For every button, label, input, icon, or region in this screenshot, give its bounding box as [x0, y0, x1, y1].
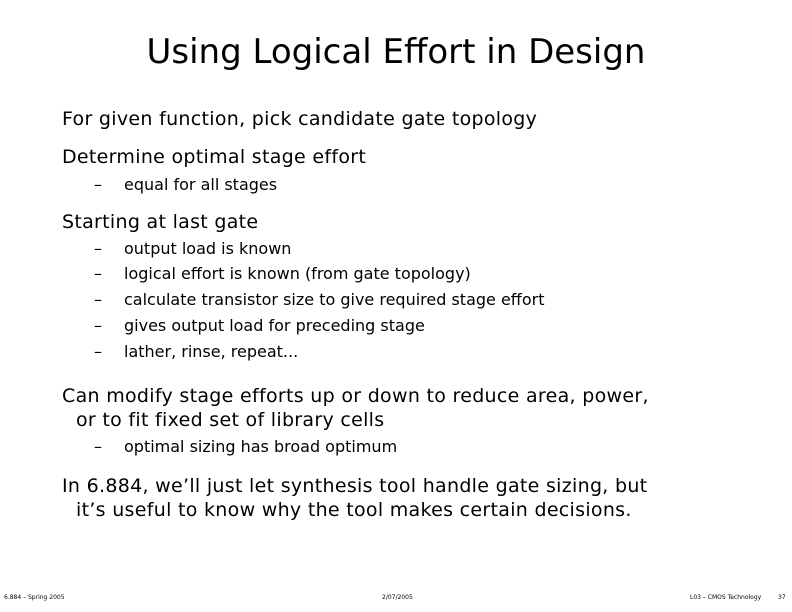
- bullet-line-1: In 6.884, we’ll just let synthesis tool handle gate sizing, but: [62, 475, 648, 497]
- sub-bullet-equal-stages: [94, 173, 277, 196]
- sub-bullet-text: output load is known: [124, 239, 292, 258]
- dash-marker: –: [94, 264, 102, 283]
- dash-marker: –: [94, 239, 102, 258]
- footer-course: 6.884 – Spring 2005: [4, 594, 65, 601]
- bullet-modify-stage-efforts: [62, 384, 649, 432]
- bullet-line-2: it’s useful to know why the tool makes certain decisions.: [76, 499, 632, 521]
- footer-page-number: 37: [778, 594, 786, 601]
- sub-bullet-text: equal for all stages: [124, 175, 278, 194]
- bullet-start-last-gate: Starting at last gate: [62, 211, 259, 233]
- dash-marker: –: [94, 175, 102, 194]
- sub-bullet-text: gives output load for preceding stage: [124, 316, 425, 335]
- sub-bullet-output-load-preceding: [94, 314, 425, 337]
- sub-bullet-text: logical effort is known (from gate topology): [124, 264, 471, 283]
- bullet-line-2: or to fit fixed set of library cells: [76, 409, 385, 431]
- dash-marker: –: [94, 316, 102, 335]
- sub-bullet-text: optimal sizing has broad optimum: [124, 437, 398, 456]
- bullet-synthesis-tool: [62, 474, 647, 522]
- dash-marker: –: [94, 290, 102, 309]
- sub-bullet-broad-optimum: [94, 435, 397, 458]
- footer-date: 2/07/2005: [382, 594, 413, 601]
- footer-lecture: L03 – CMOS Technology: [690, 594, 762, 601]
- bullet-candidate-topology: For given function, pick candidate gate topology: [62, 108, 538, 130]
- sub-bullet-output-load-known: [94, 237, 291, 260]
- sub-bullet-text: calculate transistor size to give required stage effort: [124, 290, 545, 309]
- sub-bullet-calculate-size: [94, 288, 544, 311]
- dash-marker: –: [94, 342, 102, 361]
- slide-title: Using Logical Effort in Design: [146, 32, 646, 72]
- bullet-optimal-stage-effort: Determine optimal stage effort: [62, 146, 367, 168]
- sub-bullet-logical-effort-known: [94, 262, 471, 285]
- bullet-line-1: Can modify stage efforts up or down to reduce area, power,: [62, 385, 649, 407]
- sub-bullet-text: lather, rinse, repeat...: [124, 342, 299, 361]
- dash-marker: –: [94, 437, 102, 456]
- sub-bullet-lather-rinse: [94, 340, 298, 363]
